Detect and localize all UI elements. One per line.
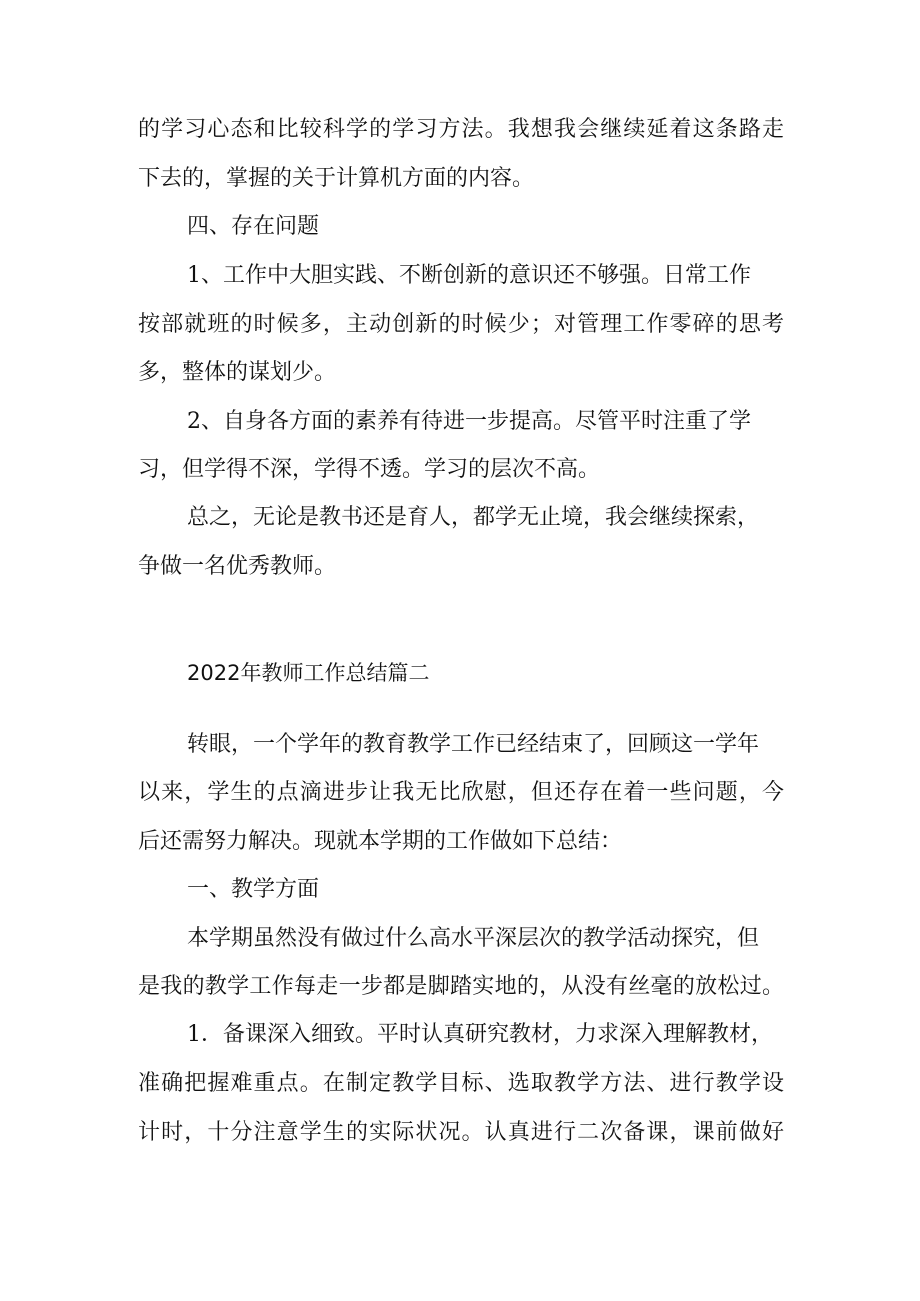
paragraph-line: 2、自身各方面的素养有待进一步提高。尽管平时注重了学	[187, 409, 751, 434]
paragraph-line: 习，但学得不深，学得不透。学习的层次不高。	[138, 457, 601, 482]
paragraph-line: 多，整体的谋划少。	[138, 360, 337, 385]
paragraph-line: 总之，无论是教书还是育人，都学无止境，我会继续探索，	[187, 505, 760, 530]
paragraph-line: 争做一名优秀教师。	[138, 554, 337, 579]
paragraph-line: 准确把握难重点。在制定教学目标、选取教学方法、进行教学设	[138, 1071, 784, 1096]
paragraph-line: 下去的，掌握的关于计算机方面的内容。	[138, 166, 535, 191]
paragraph-line: 的学习心态和比较科学的学习方法。我想我会继续延着这条路走	[138, 117, 784, 142]
paragraph-line: 后还需努力解决。现就本学期的工作做如下总结：	[138, 829, 623, 854]
paragraph-line: 转眼，一个学年的教育教学工作已经结束了，回顾这一学年	[187, 732, 760, 757]
section-heading: 四、存在问题	[187, 214, 320, 239]
paragraph-line: 本学期虽然没有做过什么高水平深层次的教学活动探究，但	[187, 926, 760, 951]
paragraph-line: 是我的教学工作每走一步都是脚踏实地的，从没有丝毫的放松过。	[138, 974, 784, 999]
paragraph-line: 以来，学生的点滴进步让我无比欣慰，但还存在着一些问题，今	[138, 780, 784, 805]
paragraph-line: 1．备课深入细致。平时认真研究教材，力求深入理解教材，	[187, 1022, 773, 1047]
article-title: 2022年教师工作总结篇二	[187, 661, 430, 685]
paragraph-line: 计时，十分注意学生的实际状况。认真进行二次备课，课前做好	[138, 1120, 784, 1145]
paragraph-line: 按部就班的时候多，主动创新的时候少；对管理工作零碎的思考	[138, 312, 784, 337]
paragraph-line: 1、工作中大胆实践、不断创新的意识还不够强。日常工作	[187, 263, 751, 288]
section-heading: 一、教学方面	[187, 877, 320, 902]
